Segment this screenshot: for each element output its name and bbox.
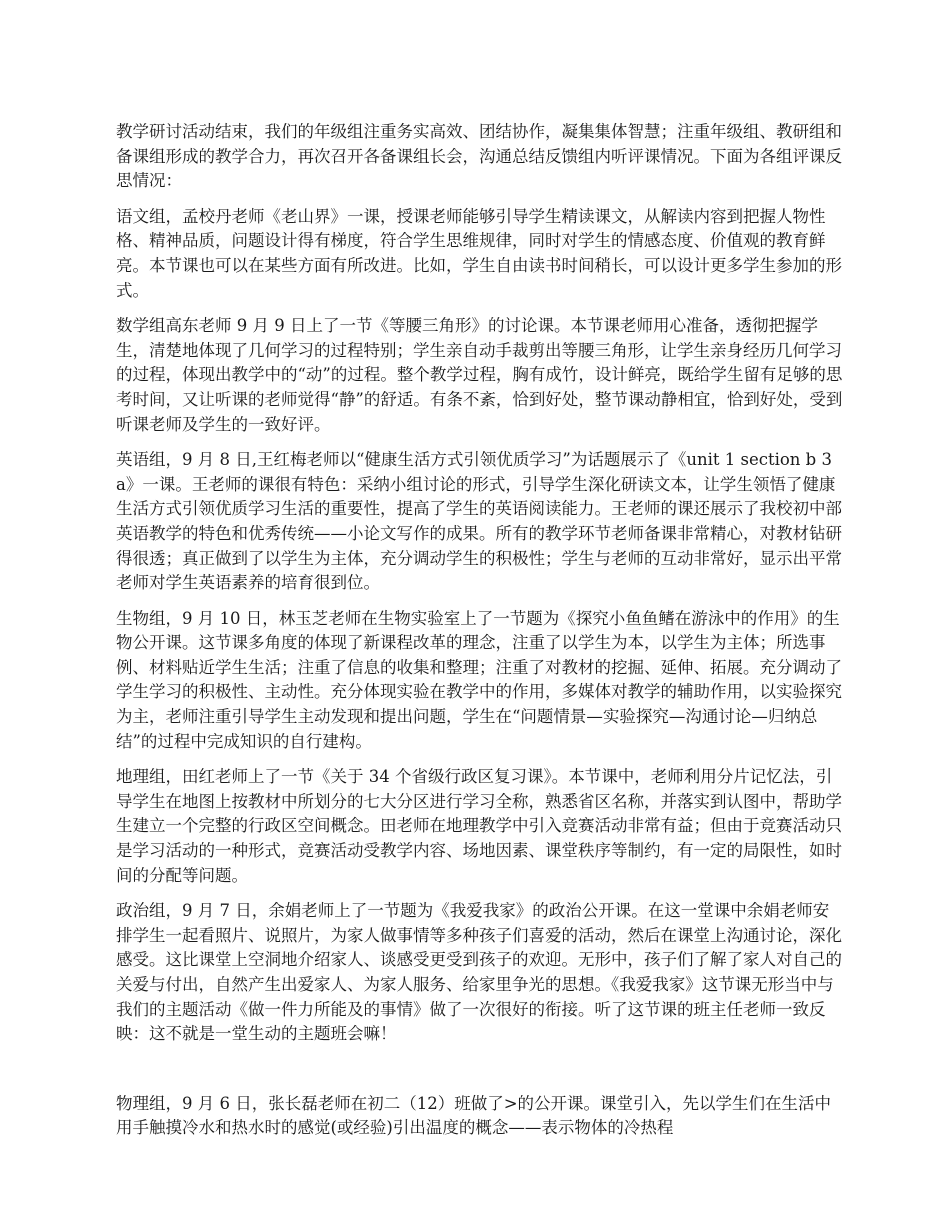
math-group-paragraph: 数学组高东老师 9 月 9 日上了一节《等腰三角形》的讨论课。本节课老师用心准备，透彻把握学生，清楚地体现了几何学习的过程特别；学生亲自动手裁剪出等腰三角形，让学生亲身经历几何学习的过程，体现出教学中的“动”的过程。整个教学过程，胸有成竹，设计鲜亮，既给学生留有足够的思考时间，又让听课的老师觉得“静”的舒适。有条不紊，恰到好处，整节课动静相宜，恰到好处，受到听课老师及学生的一致好评。 <box>116 316 843 434</box>
english-group-paragraph: 英语组，9 月 8 日,王红梅老师以“健康生活方式引领优质学习”为话题展示了《unit 1 section b 3a》一课。王老师的课很有特色：采纳小组讨论的形式，引导学生深化研读文本，让学生领悟了健康生活方式引领优质学习生活的重要性，提高了学生的英语阅读能力。王老师的课还展示了我校初中部英语教学的特色和优秀传统——小论文写作的成果。所有的教学环节老师备课非常精心，对教材钻研得很透；真正做到了以学生为主体，充分调动学生的积极性；学生与老师的互动非常好，显示出平常老师对学生英语素养的培育很到位。 <box>116 450 842 593</box>
geography-group-paragraph: 地理组，田红老师上了一节《关于 34 个省级行政区复习课》。本节课中，老师利用分片记忆法，引导学生在地图上按教材中所划分的七大分区进行学习全称，熟悉省区名称，并落实到认图中，帮助学生建立一个完整的行政区空间概念。田老师在地理教学中引入竞赛活动非常有益；但由于竞赛活动只是学习活动的一种形式，竞赛活动受教学内容、场地因素、课堂秩序等制约，有一定的局限性，如时间的分配等问题。 <box>116 767 842 885</box>
intro-paragraph: 教学研讨活动结束，我们的年级组注重务实高效、团结协作，凝集集体智慧；注重年级组、教研组和备课组形成的教学合力，再次召开各备课组长会，沟通总结反馈组内听评课情况。下面为各组评课反思情况： <box>116 122 842 191</box>
chinese-group-paragraph: 语文组，孟校丹老师《老山界》一课，授课老师能够引导学生精读课文，从解读内容到把握人物性格、精神品质，问题设计得有梯度，符合学生思维规律，同时对学生的情感态度、价值观的教育鲜亮。本节课也可以在某些方面有所改进。比如，学生自由读书时间稍长，可以设计更多学生参加的形式。 <box>116 206 842 300</box>
paragraph-gap <box>116 1058 844 1092</box>
physics-group-paragraph: 物理组，9 月 6 日，张长磊老师在初二（12）班做了>的公开课。课堂引入，先以学生们在生活中用手触摸冷水和热水时的感觉(或经验)引出温度的概念——表示物体的冷热程 <box>116 1093 832 1138</box>
politics-group-paragraph: 政治组，9 月 7 日，余娟老师上了一节题为《我爱我家》的政治公开课。在这一堂课中余娟老师安排学生一起看照片、说照片，为家人做事情等多种孩子们喜爱的活动，然后在课堂上沟通讨论，深化感受。这比课堂上空洞地介绍家人、谈感受更受到孩子的欢迎。无形中，孩子们了解了家人对自己的关爱与付出，自然产生出爱家人、为家人服务、给家里争光的思想。《我爱我家》这节课无形当中与我们的主题活动《做一件力所能及的事情》做了一次很好的衔接。听了这节课的班主任老师一致反映：这不就是一堂生动的主题班会嘛！ <box>116 901 842 1044</box>
document-body <box>116 120 844 1152</box>
biology-group-paragraph: 生物组，9 月 10 日，林玉芝老师在生物实验室上了一节题为《探究小鱼鱼鳍在游泳中的作用》的生物公开课。这节课多角度的体现了新课程改革的理念，注重了以学生为本，以学生为主体；所选事例、材料贴近学生生活；注重了信息的收集和整理；注重了对教材的挖掘、延伸、拓展。充分调动了学生学习的积极性、主动性。充分体现实验在教学中的作用，多媒体对教学的辅助作用，以实验探究为主，老师注重引导学生主动发现和提出问题，学生在“问题情景—实验探究—沟通讨论—归纳总结”的过程中完成知识的自行建构。 <box>116 608 842 751</box>
